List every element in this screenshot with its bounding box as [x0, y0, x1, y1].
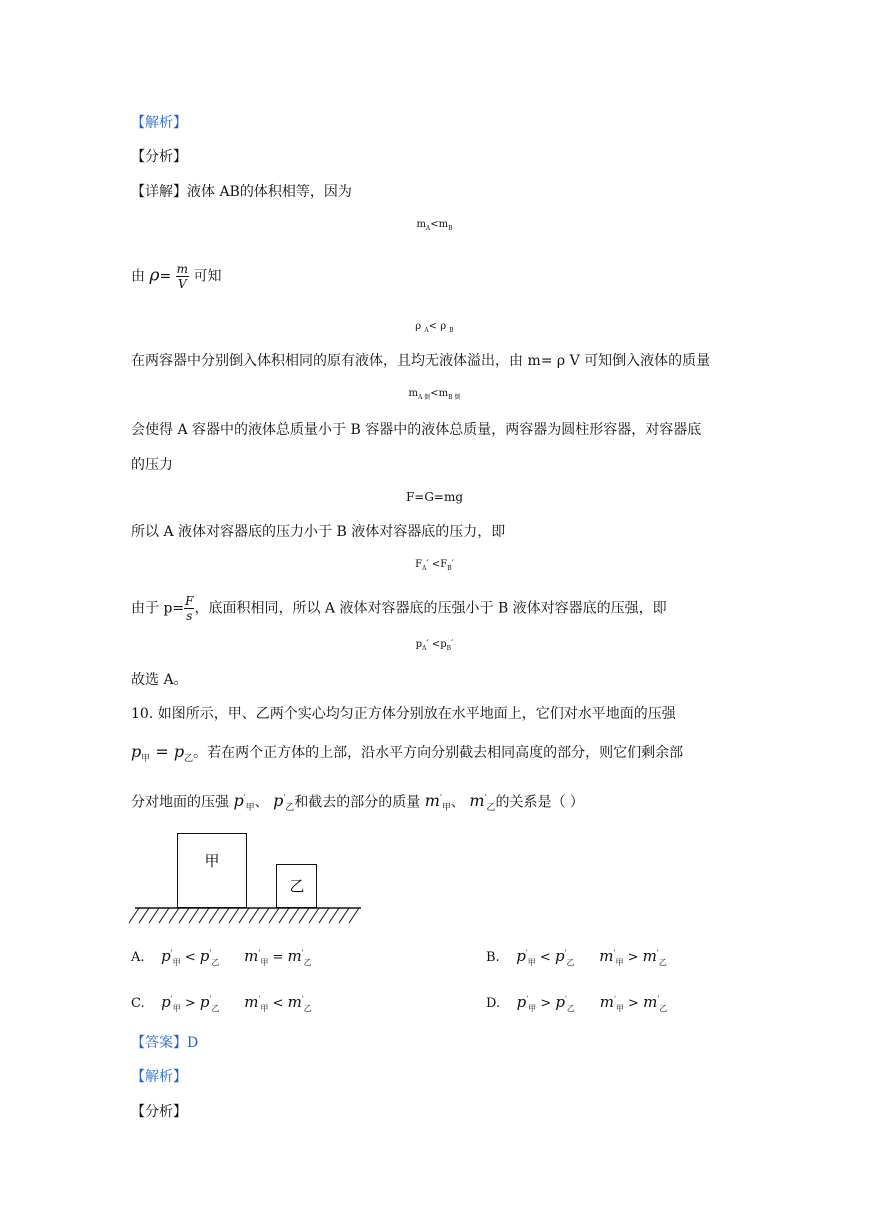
option-d: D. $p'_甲 > p'_乙$ $m'_甲 > m'_乙$: [486, 993, 668, 1013]
rho-symbol: ρ: [149, 265, 160, 286]
eq-force-compare: $F_A' <F_B'$: [415, 559, 454, 572]
pressure-formula-line: 由于 p= $\frac{F}{s}$ ，底面积相同，所以 A 液体对容器底的压强小于 B 液体对容器底的压强，即: [131, 594, 667, 623]
total-mass-line-2: 的压力: [131, 457, 173, 473]
eq-mass-compare: $m_A<m_B$: [416, 219, 453, 232]
question-10-line-1: 10. 如图所示，甲、乙两个实心均匀正方体分别放在水平地面上，它们对水平地面的压强: [131, 706, 676, 722]
option-b: B. $p'_甲 < p'_乙$ $m'_甲 > m'_乙$: [486, 947, 667, 967]
fenxi-heading-2: 【分析】: [131, 1104, 187, 1120]
cube-jia: [178, 834, 247, 908]
fraction-m-over-v: $\frac{m}{V}$: [176, 262, 189, 291]
eq-pressure-compare: $p_A' <p_B'$: [415, 639, 454, 652]
jiexi-heading: 【解析】: [131, 115, 187, 131]
conclusion-line: 故选 A。: [131, 672, 188, 688]
fraction-f-over-s: $\frac{F}{s}$: [185, 594, 194, 623]
fenxi-heading: 【分析】: [131, 149, 187, 165]
cube-yi-label: 乙: [289, 877, 305, 895]
option-a: A. $p'_甲 < p'_乙$ $m'_甲 = m'_乙$: [131, 947, 312, 967]
eq-poured-mass: $m_{A 倒}<m_{B 倒}$: [408, 388, 461, 401]
option-c: C. $p'_甲 > p'_乙$ $m'_甲 < m'_乙$: [131, 993, 312, 1013]
answer-line: 【答案】D: [131, 1035, 199, 1051]
pour-line: 在两容器中分别倒入体积相同的原有液体，且均无液体溢出，由 m= ρ V 可知倒入液体的质量: [131, 353, 711, 369]
density-line: 由 ρ= $\frac{m}{V}$ 可知: [131, 262, 222, 291]
cube-jia-label: 甲: [204, 852, 220, 870]
eq-force: F=G=mg: [405, 490, 464, 504]
pressure-equation: $p_甲 = p_乙$: [131, 742, 194, 765]
question-10-line-3: 分对地面的压强 $p'_甲$、 $p'_乙$和截去的部分的质量 $m'_甲$、 $m'_乙$的关系是（ ）: [131, 791, 584, 814]
pressure-force-line: 所以 A 液体对容器底的压力小于 B 液体对容器底的压力，即: [131, 524, 506, 540]
jiexi-heading-2: 【解析】: [131, 1069, 187, 1085]
ground-hatching: [129, 908, 359, 923]
total-mass-line: 会使得 A 容器中的液体总质量小于 B 容器中的液体总质量，两容器为圆柱形容器，对容器底: [131, 422, 702, 438]
question-10-line-2: $p_甲 = p_乙$。若在两个正方体的上部，沿水平方向分别截去相同高度的部分，则它们剩余部: [131, 742, 684, 765]
xiangjie-line: 【详解】液体 AB的体积相等，因为: [131, 184, 352, 200]
cubes-diagram: [125, 828, 370, 928]
eq-density-compare: ρ $_A$< ρ $_B$: [415, 321, 454, 334]
